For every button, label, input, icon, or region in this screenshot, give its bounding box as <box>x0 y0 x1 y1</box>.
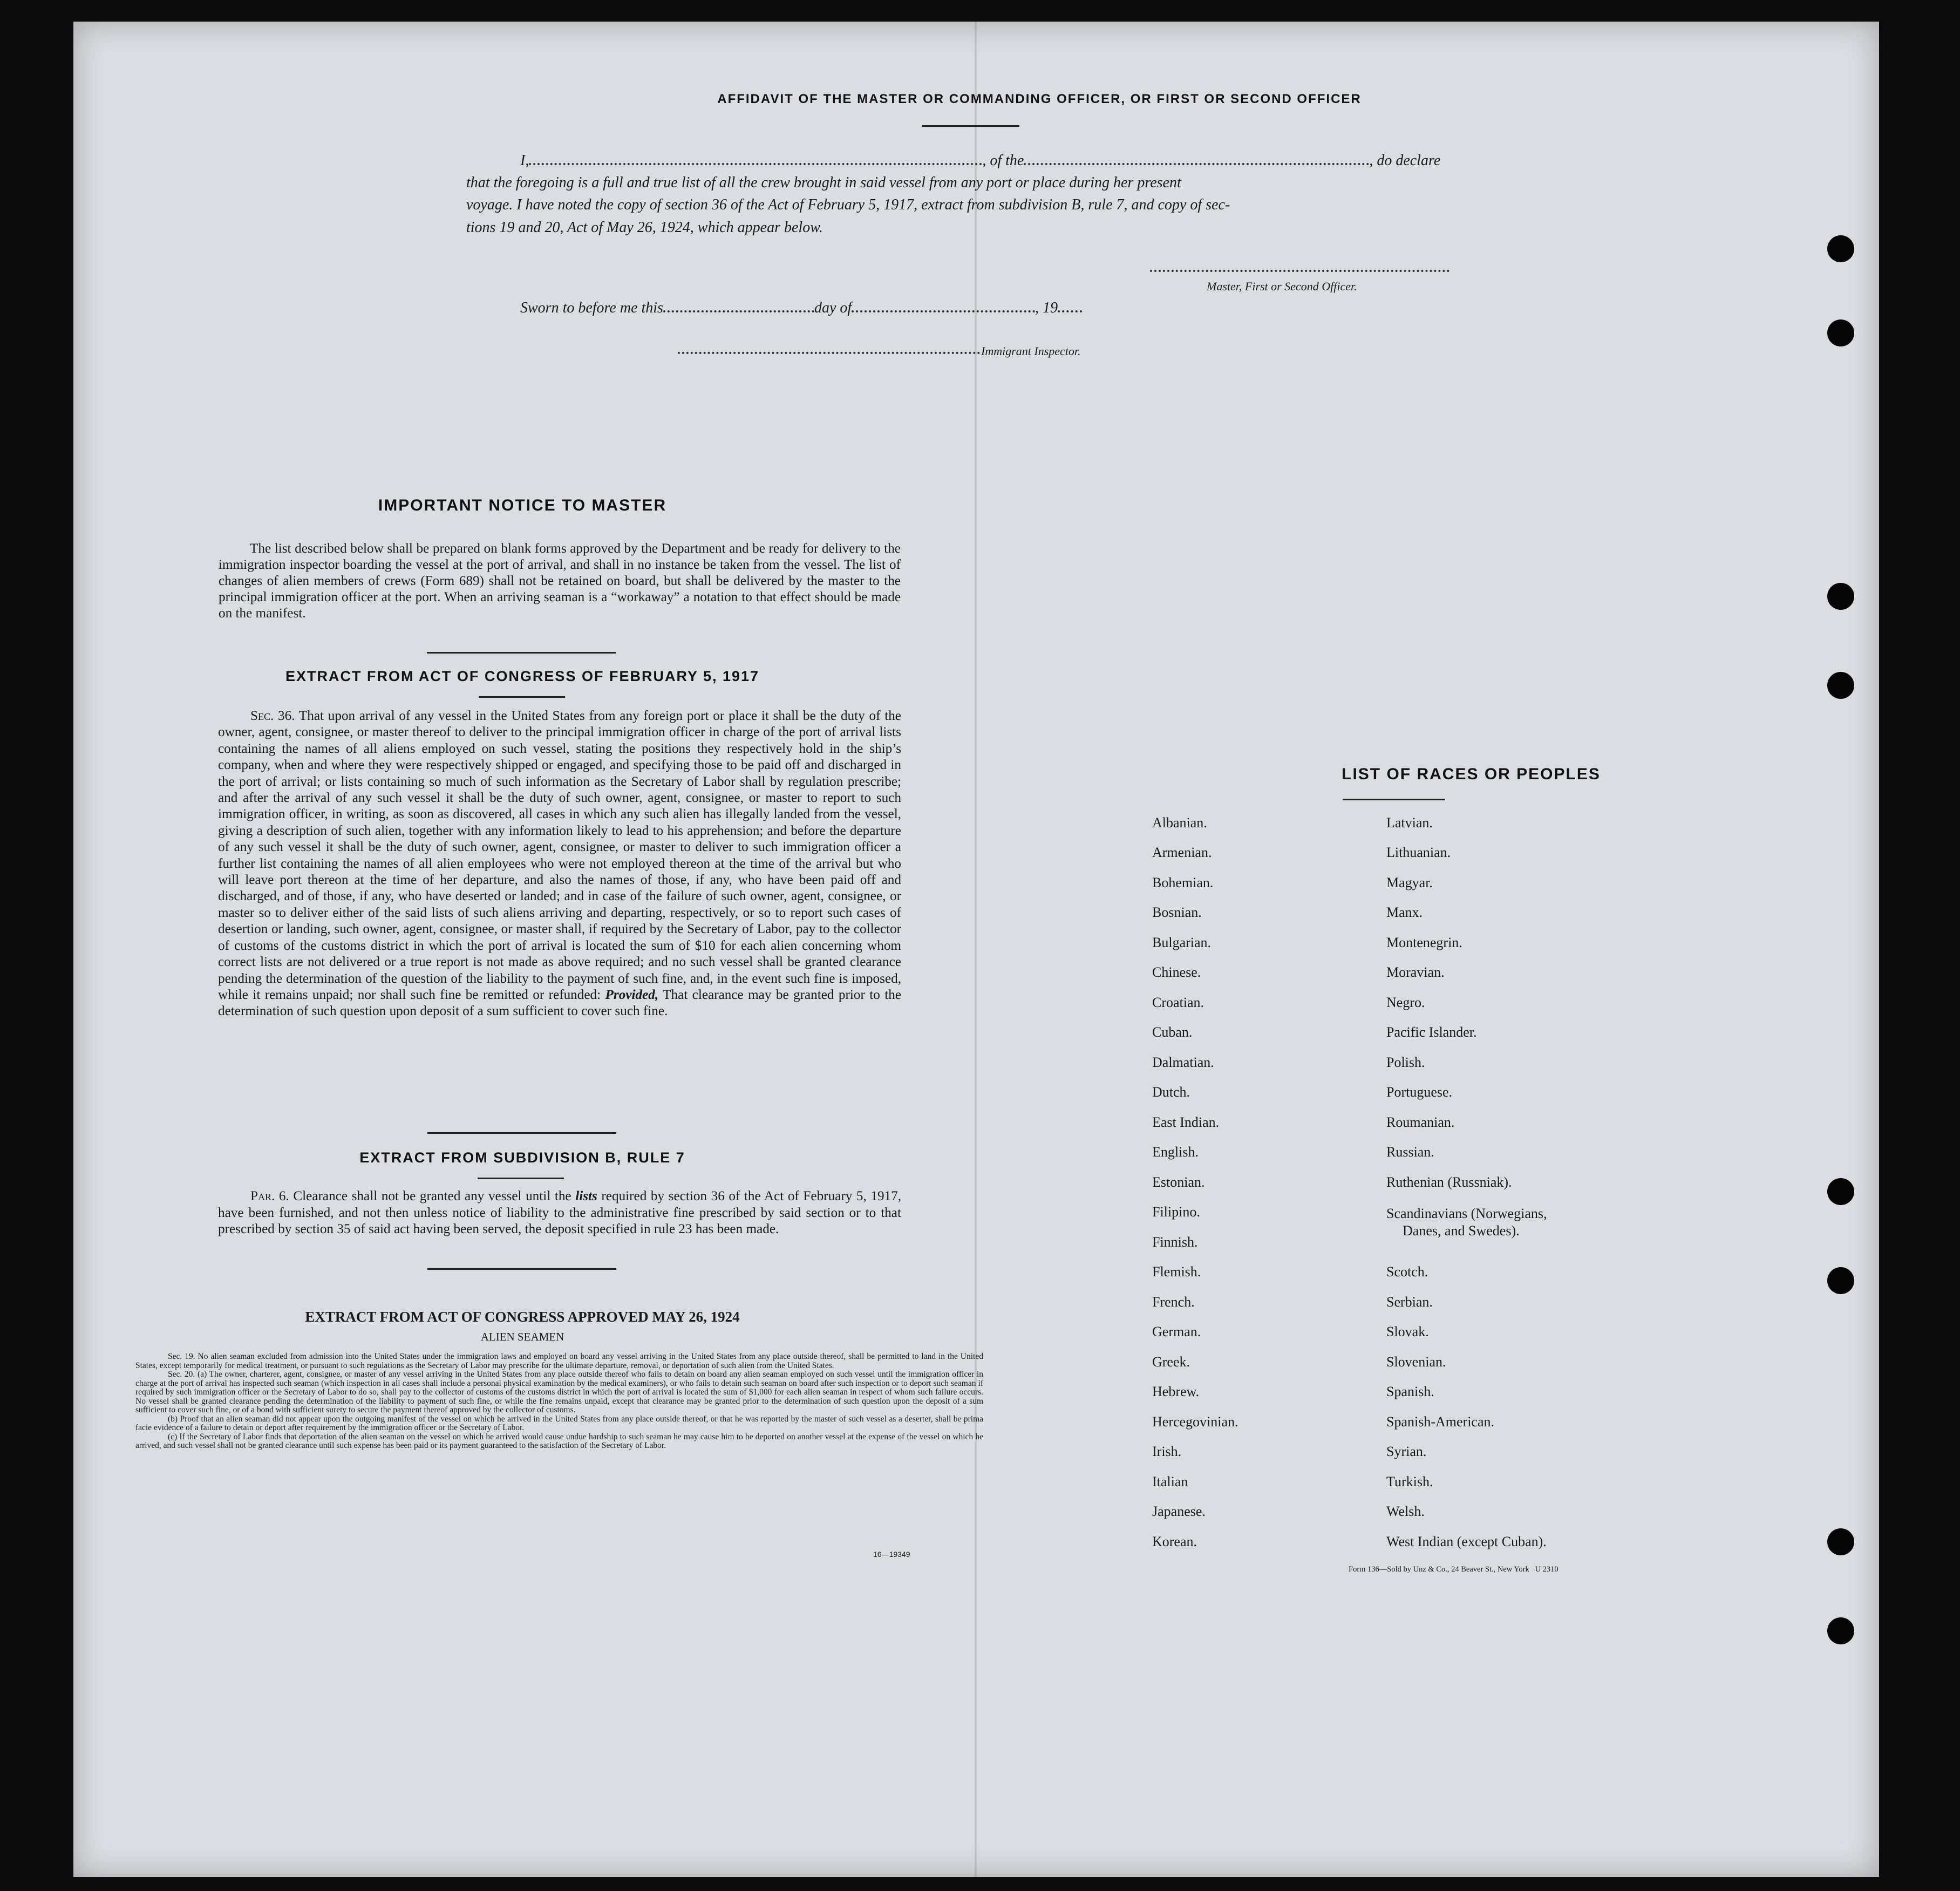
sworn-line <box>520 300 1082 317</box>
race-item: Bohemian. <box>1152 875 1214 890</box>
sworn-day-blank[interactable] <box>663 310 814 312</box>
race-item: Japanese. <box>1152 1504 1206 1519</box>
race-item: Scotch. <box>1386 1264 1428 1280</box>
document-sheet <box>73 22 1879 1877</box>
race-item: Negro. <box>1386 995 1425 1010</box>
extract-1917-text <box>218 708 901 1020</box>
punch-hole-7 <box>1827 1528 1854 1555</box>
race-item: Russian. <box>1386 1144 1434 1160</box>
extract-1917-rule <box>479 696 565 698</box>
race-item: Polish. <box>1386 1055 1425 1070</box>
race-item: Hebrew. <box>1152 1384 1200 1399</box>
sec-20a-text: Sec. 20. (a) The owner, charterer, agent, consignee, or master of any vessel arriving in the United States from any place outside thereof who fails to detain on board any alien seaman employed on such vessel until the immigration officer in charge at the port of arrival has inspected such seaman (which inspection in all cases shall include a personal physical examination by the medical examiners), or who fails to detain such seaman on board after such inspection or to deport such seaman if required by such immigration officer or the Secretary of Labor to do so, shall pay to the collector of customs of the customs district in which the port of arrival is located the sum of $1,000 for each alien seaman in respect of whom such failure occurs. No vessel shall be granted clearance pending the determination of the liability to payment of such fine, or while the fine remains unpaid, except that clearance may be granted prior to the determination of such question upon the deposit of a sum sufficient to cover such fine, or of a bond with sufficient surety to secure the payment thereof approved by the collector of customs. <box>135 1370 983 1414</box>
race-item: English. <box>1152 1144 1199 1160</box>
race-item: Finnish. <box>1152 1234 1198 1250</box>
race-item: Cuban. <box>1152 1024 1193 1040</box>
race-item: West Indian (except Cuban). <box>1386 1534 1547 1549</box>
race-item: Croatian. <box>1152 995 1204 1010</box>
extract-1924-title: EXTRACT FROM ACT OF CONGRESS APPROVED MAY 26, 1924 <box>305 1309 740 1325</box>
race-item: Italian <box>1152 1474 1188 1489</box>
race-item: Montenegrin. <box>1386 935 1462 950</box>
race-item: Pacific Islander. <box>1386 1024 1477 1040</box>
inspector-signature-label: Immigrant Inspector. <box>981 344 1081 358</box>
provided-word: Provided, <box>605 987 659 1002</box>
affidavit-i-label: I, <box>520 152 529 169</box>
race-item: Flemish. <box>1152 1264 1201 1280</box>
race-item: Welsh. <box>1386 1504 1425 1519</box>
race-item: Ruthenian (Russniak). <box>1386 1174 1512 1190</box>
vessel-name-blank[interactable] <box>1024 163 1369 165</box>
affidavit-declaration-line <box>520 152 1551 169</box>
race-item: Manx. <box>1386 904 1423 920</box>
race-item: Greek. <box>1152 1354 1190 1370</box>
par-6-text: Clearance shall not be granted any vessel until the <box>293 1189 571 1203</box>
punch-hole-5 <box>1827 1178 1854 1205</box>
extract-1917-end-rule <box>427 1132 616 1134</box>
sworn-month-blank[interactable] <box>852 310 1035 312</box>
master-signature-blank[interactable] <box>1150 270 1449 272</box>
affidavit-text-3: tions 19 and 20, Act of May 26, 1924, which appear below. <box>466 219 823 236</box>
sec-20b-text: (b) Proof that an alien seaman did not appear upon the outgoing manifest of the vessel on which he arrived in the United States from any place outside thereof, or that he was reported by the master of such vessel as a deserter, shall be prima facie evidence of a failure to detain or deport after requirement by the immigration officer or the Secretary of Labor. <box>135 1414 983 1432</box>
sec-36-text-end: That clearance may be granted prior to the determination of such question upon deposit of a sum sufficient to cover such fine. <box>218 987 902 1019</box>
affidavit-text-1: that the foregoing is a full and true list of all the crew brought in said vessel from any port or place during her present <box>466 174 1181 191</box>
race-item: Latvian. <box>1386 815 1433 831</box>
sec-36-label: Sec. 36. <box>250 709 295 723</box>
notice-title: IMPORTANT NOTICE TO MASTER <box>378 496 667 514</box>
affidavit-do-declare-label: , do declare <box>1369 152 1441 169</box>
race-item: Bulgarian. <box>1152 935 1212 950</box>
year-label: , 19 <box>1035 300 1058 316</box>
affiant-name-blank[interactable] <box>529 163 982 165</box>
affidavit-text-2: voyage. I have noted the copy of section 36 of the Act of February 5, 1917, extract from subdivision B, rule 7, and copy of sec- <box>466 196 1230 213</box>
affidavit-title-rule <box>922 125 1019 127</box>
master-signature-label: Master, First or Second Officer. <box>1207 280 1357 293</box>
extract-rule7-rule <box>478 1178 564 1179</box>
race-item: Magyar. <box>1386 875 1433 890</box>
race-item: Moravian. <box>1386 964 1445 980</box>
race-item: Portuguese. <box>1386 1084 1453 1100</box>
race-item: Estonian. <box>1152 1174 1205 1190</box>
race-item: East Indian. <box>1152 1114 1220 1130</box>
race-item: Armenian. <box>1152 845 1212 860</box>
race-item: German. <box>1152 1324 1201 1339</box>
inspector-signature-blank[interactable] <box>678 352 980 354</box>
affidavit-title: AFFIDAVIT OF THE MASTER OR COMMANDING OFFICER, OR FIRST OR SECOND OFFICER <box>717 92 1362 106</box>
punch-hole-1 <box>1827 235 1854 262</box>
par-6-label: Par. 6. <box>250 1189 289 1203</box>
races-title-rule <box>1343 799 1445 800</box>
notice-text: The list described below shall be prepared on blank forms approved by the Department and be ready for delivery to the immigration inspector boarding the vessel at the port of arrival, and shall in no instance be taken from the vessel. The list of changes of alien members of crews (Form 689) shall not be retained on board, but shall be delivered by the master to the principal immigration officer at the port. When an arriving seaman is a “workaway” a notation to that effect should be made on the manifest. <box>219 541 901 621</box>
punch-hole-4 <box>1827 672 1854 699</box>
sec-20c-text: (c) If the Secretary of Labor finds that deportation of the alien seaman on the vessel on which he arrived would cause undue hardship to such seaman he may cause him to be deported on another vessel at the expense of the vessel on which he arrived, and such vessel shall not be granted clearance until such expense has been paid or its payment guaranteed to the satisfaction of the Secretary of Labor. <box>135 1432 983 1450</box>
race-item: Spanish-American. <box>1386 1414 1495 1430</box>
race-item: Slovenian. <box>1386 1354 1446 1370</box>
punch-hole-6 <box>1827 1267 1854 1294</box>
race-item: Danes, and Swedes). <box>1403 1223 1520 1239</box>
race-item: Albanian. <box>1152 815 1207 831</box>
race-item: Hercegovinian. <box>1152 1414 1238 1430</box>
race-item: French. <box>1152 1294 1195 1310</box>
race-item: Bosnian. <box>1152 904 1202 920</box>
race-item: Serbian. <box>1386 1294 1433 1310</box>
race-item: Filipino. <box>1152 1204 1200 1220</box>
sworn-year-blank[interactable] <box>1058 310 1082 312</box>
sworn-label: Sworn to before me this <box>520 300 663 316</box>
race-item: Dutch. <box>1152 1084 1190 1100</box>
race-item: Chinese. <box>1152 964 1201 980</box>
affidavit-of-the-label: , of the <box>982 152 1024 169</box>
extract-1924-text <box>135 1352 983 1451</box>
par-6-text-end: required by section 36 of the Act of February 5, 1917, have been furnished, and not then unless notice of liability to the administrative fine prescribed by said section or to that prescribed by section 35 of said act having been served, the deposit specified in rule 23 has been made. <box>218 1189 902 1237</box>
race-item: Slovak. <box>1386 1324 1429 1339</box>
sec-36-text: That upon arrival of any vessel in the United States from any foreign port or place it shall be the duty of the owner, agent, consignee, or master thereof to deliver to the principal immigration officer in charge of the port of arrival lists containing the names of all aliens employed on such vessel, stating the positions they respectively hold in the ship’s company, when and where they were respectively shipped or engaged, and specifying those to be paid off and discharged in the port of arrival; or lists containing so much of such information as the Secretary of Labor shall by regulation prescribe; and after the arrival of any such vessel it shall be the duty of such owner, agent, consignee, or master to report to such immigration officer, in writing, as soon as discovered, all cases in which any such alien has illegally landed from the vessel, giving a description of such alien, together with any information likely to lead to his apprehension; and before the departure of any such vessel it shall be the duty of such owner, agent, consignee, or master to deliver to such immigration officer a further list containing the names of all alien employees who were not employed thereon at the time of the arrival but who will leave port thereon at the time of her departure, and also the names of those, if any, who have been paid off and discharged, and of those, if any, who have deserted or landed; and in case of the failure of such owner, agent, consignee, or master so to deliver either of the said lists of such aliens arriving and departing, respectively, or so to report such cases of desertion or landing, such owner, agent, consignee, or master shall, if required by the Secretary of Labor, pay to the collector of customs of the customs district in which the port of arrival is located the sum of $10 for each alien concerning whom correct lists are not delivered or a true report is not made as above required; and no such vessel shall be granted clearance pending the determination of the question of the liability to the payment of such fine, and, in the event such fine is imposed, while it remains unpaid; nor shall such fine be remitted or refunded: <box>218 709 901 1002</box>
race-item: Roumanian. <box>1386 1114 1455 1130</box>
document-code: 16—19349 <box>873 1550 910 1559</box>
notice-rule <box>427 652 616 654</box>
extract-rule7-title: EXTRACT FROM SUBDIVISION B, RULE 7 <box>359 1149 685 1166</box>
race-item: Dalmatian. <box>1152 1055 1214 1070</box>
form-note: Form 136—Sold by Unz & Co., 24 Beaver St., New York U 2310 <box>1349 1565 1559 1574</box>
extract-1917-title: EXTRACT FROM ACT OF CONGRESS OF FEBRUARY 5, 1917 <box>285 668 760 684</box>
extract-1924-subtitle: ALIEN SEAMEN <box>480 1330 564 1343</box>
race-item: Syrian. <box>1386 1444 1427 1459</box>
punch-hole-8 <box>1827 1617 1854 1644</box>
lists-word: lists <box>575 1189 597 1203</box>
race-item: Turkish. <box>1386 1474 1433 1489</box>
race-item: Spanish. <box>1386 1384 1434 1399</box>
race-item: Irish. <box>1152 1444 1182 1459</box>
day-of-label: day of <box>814 300 852 316</box>
sec-19-text: Sec. 19. No alien seaman excluded from admission into the United States under the immigration laws and employed on board any vessel arriving in the United States from any place outside thereof, shall be permitted to land in the United States, except temporarily for medical treatment, or pursuant to such regulations as the Secretary of Labor may prescribe for the ultimate departure, removal, or deportation of such alien from the United States. <box>135 1352 983 1370</box>
race-item: Lithuanian. <box>1386 845 1451 860</box>
punch-hole-2 <box>1827 319 1854 346</box>
extract-rule7-text <box>218 1188 901 1238</box>
races-title: LIST OF RACES OR PEOPLES <box>1342 765 1601 783</box>
race-item: Scandinavians (Norwegians, <box>1386 1206 1547 1221</box>
extract-rule7-end-rule <box>427 1268 616 1270</box>
race-item: Korean. <box>1152 1534 1197 1549</box>
punch-hole-3 <box>1827 583 1854 610</box>
